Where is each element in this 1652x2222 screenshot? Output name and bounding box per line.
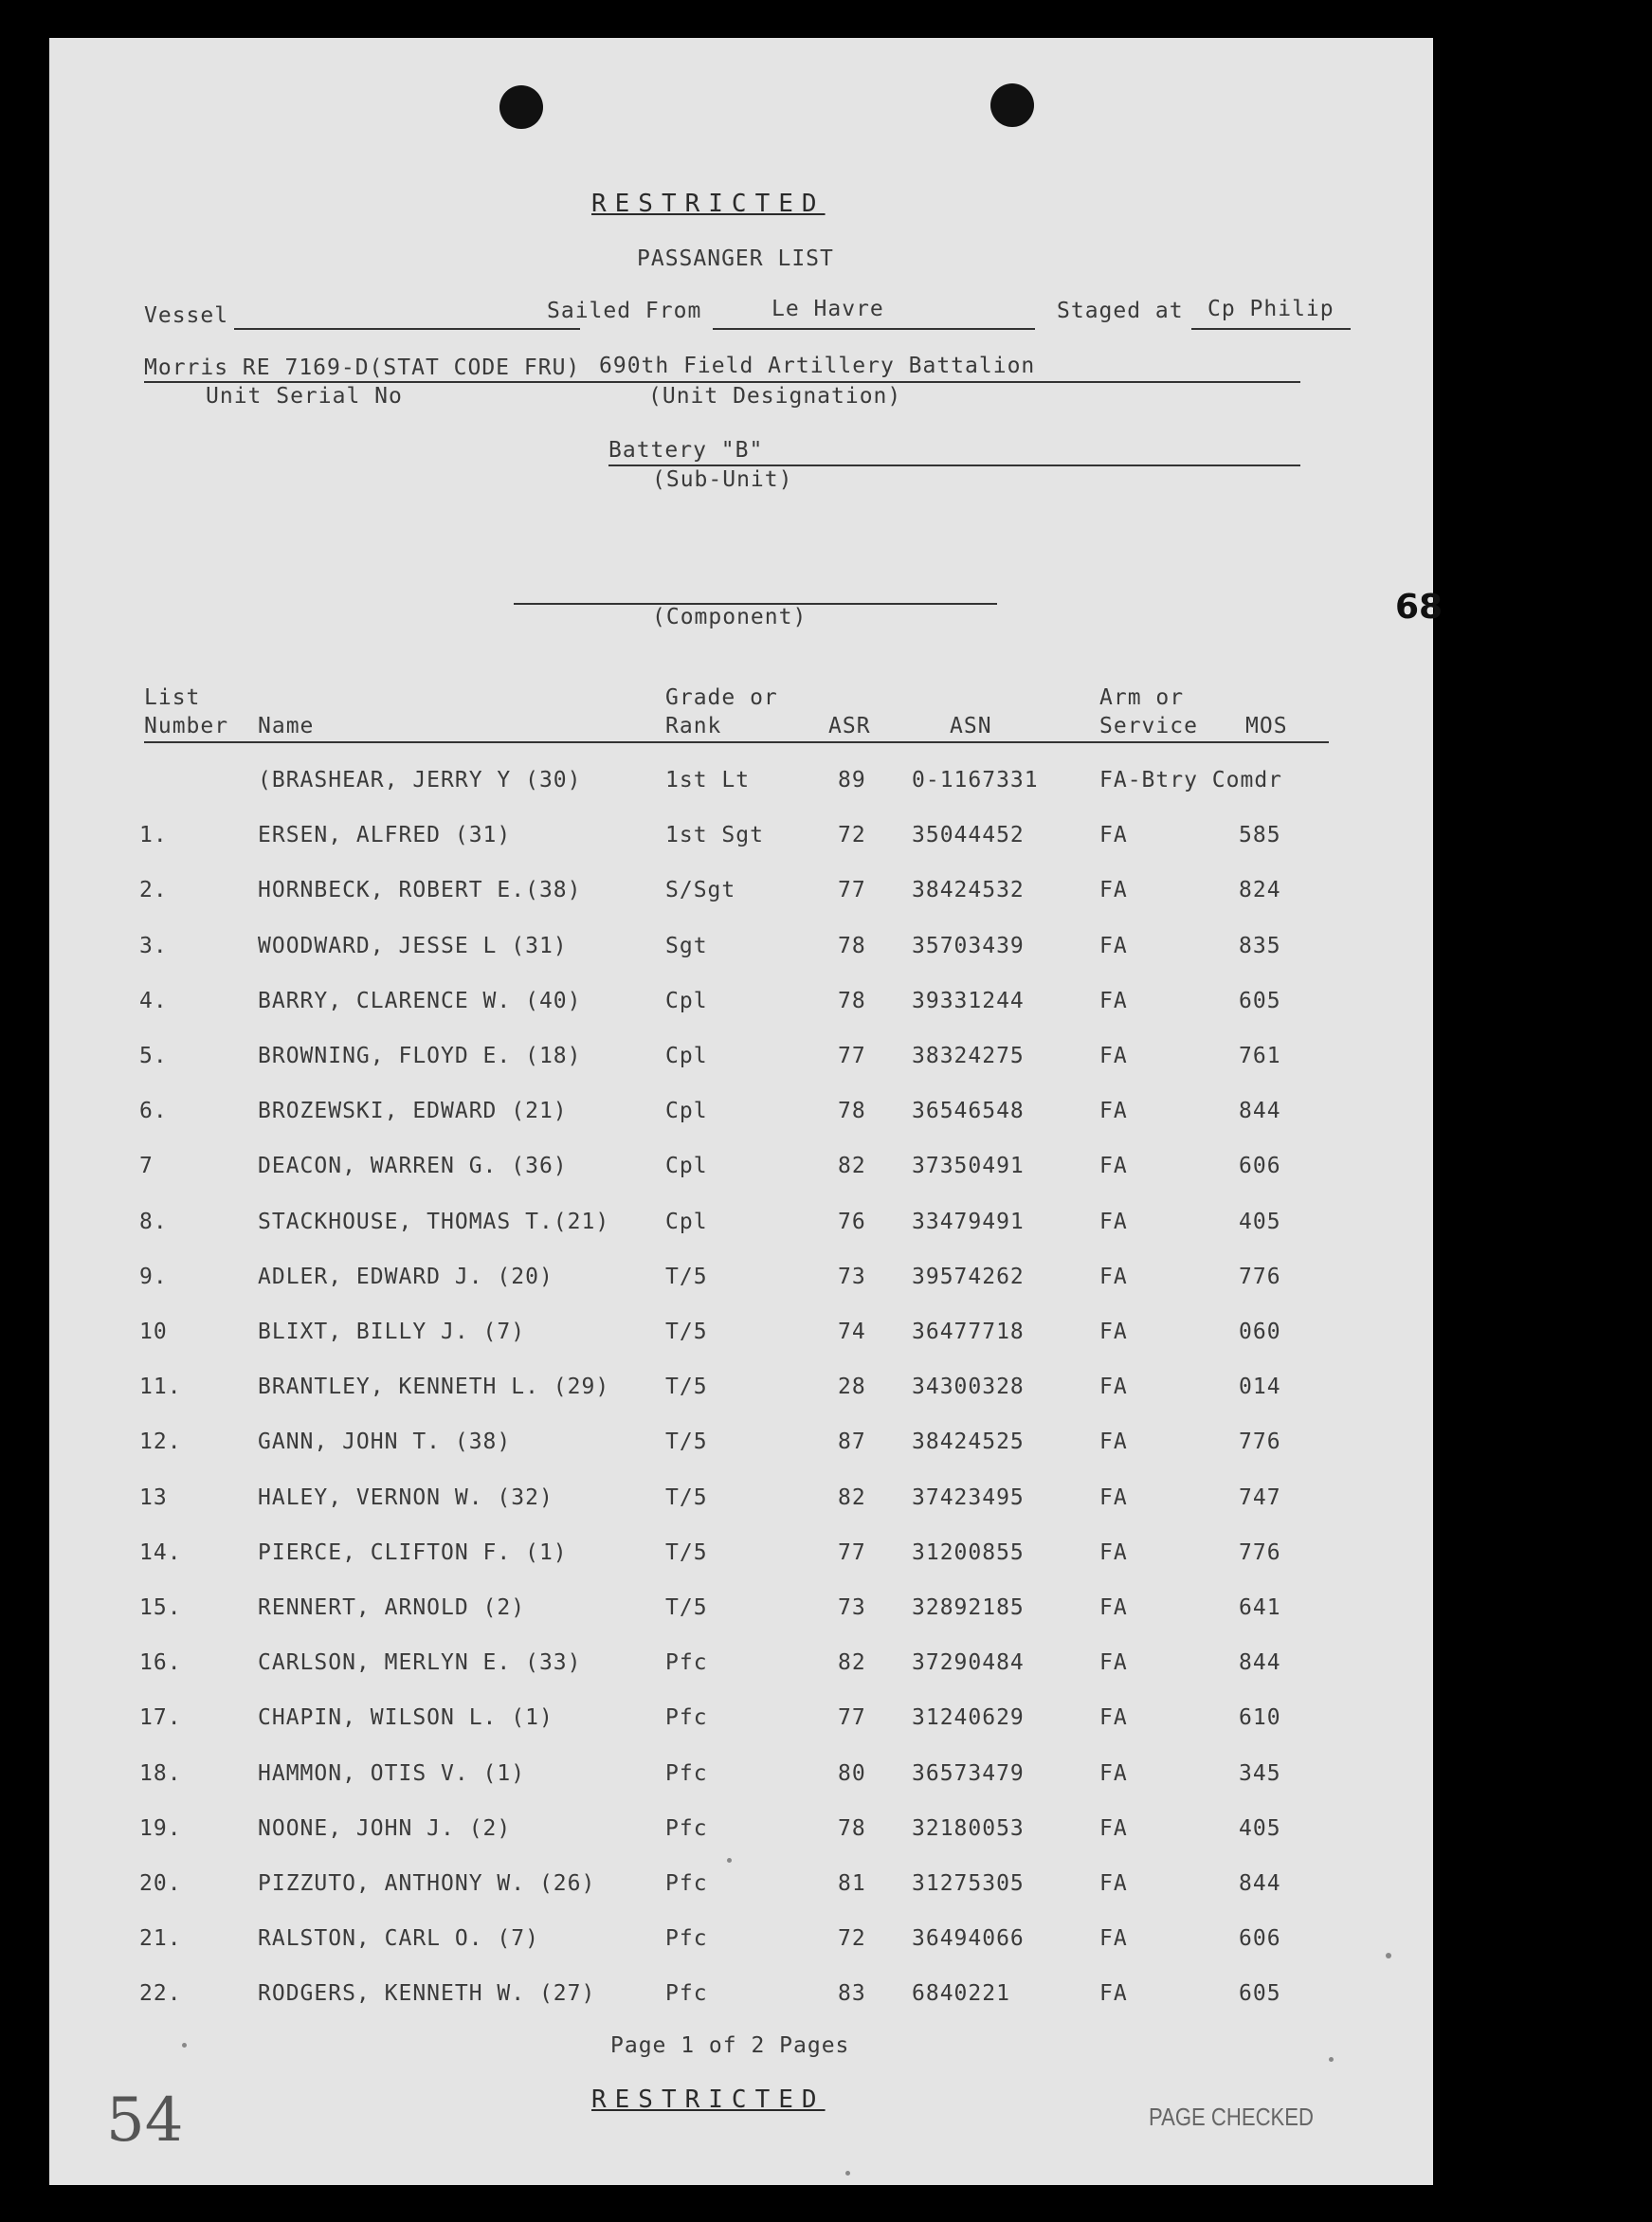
list-number: 10 bbox=[139, 1320, 168, 1344]
list-number: 1. bbox=[139, 823, 168, 847]
army-serial-number: 37350491 bbox=[912, 1154, 1025, 1178]
army-serial-number: 37423495 bbox=[912, 1485, 1025, 1510]
army-serial-number: 0-1167331 bbox=[912, 768, 1039, 792]
table-row bbox=[49, 1265, 1433, 1302]
staged-label: Staged at bbox=[1057, 299, 1184, 323]
soldier-name: BARRY, CLARENCE W. (40) bbox=[258, 989, 582, 1013]
grade-rank: T/5 bbox=[665, 1375, 708, 1399]
grade-rank: T/5 bbox=[665, 1265, 708, 1289]
list-number: 9. bbox=[139, 1265, 168, 1289]
army-serial-number: 35044452 bbox=[912, 823, 1025, 847]
table-row bbox=[49, 768, 1433, 806]
army-serial-number: 37290484 bbox=[912, 1650, 1025, 1675]
table-row bbox=[49, 878, 1433, 916]
grade-rank: T/5 bbox=[665, 1485, 708, 1510]
soldier-name: PIZZUTO, ANTHONY W. (26) bbox=[258, 1871, 596, 1896]
table-row bbox=[49, 1705, 1433, 1743]
grade-rank: Pfc bbox=[665, 1650, 708, 1675]
unit-serial-caption: Unit Serial No bbox=[206, 384, 403, 409]
asr-score: 81 bbox=[838, 1871, 866, 1896]
arm-service: FA bbox=[1099, 1320, 1128, 1344]
arm-service: FA bbox=[1099, 1540, 1128, 1565]
arm-service: FA bbox=[1099, 1816, 1128, 1841]
arm-service: FA bbox=[1099, 1595, 1128, 1620]
army-serial-number: 34300328 bbox=[912, 1375, 1025, 1399]
army-serial-number: 36494066 bbox=[912, 1926, 1025, 1951]
mos-code: 405 bbox=[1239, 1816, 1281, 1841]
table-row bbox=[49, 1320, 1433, 1357]
table-row bbox=[49, 823, 1433, 861]
soldier-name: BLIXT, BILLY J. (7) bbox=[258, 1320, 526, 1344]
arm-service: FA bbox=[1099, 1265, 1128, 1289]
grade-rank: S/Sgt bbox=[665, 878, 736, 902]
grade-rank: Pfc bbox=[665, 1705, 708, 1730]
mos-code: 610 bbox=[1239, 1705, 1281, 1730]
soldier-name: HAMMON, OTIS V. (1) bbox=[258, 1761, 526, 1786]
table-row bbox=[49, 1761, 1433, 1799]
mos-code: 641 bbox=[1239, 1595, 1281, 1620]
asr-score: 77 bbox=[838, 1044, 866, 1068]
staged-value: Cp Philip bbox=[1207, 297, 1334, 321]
soldier-name: RODGERS, KENNETH W. (27) bbox=[258, 1981, 596, 2006]
list-number: 15. bbox=[139, 1595, 182, 1620]
soldier-name: BROZEWSKI, EDWARD (21) bbox=[258, 1099, 568, 1123]
soldier-name: BROWNING, FLOYD E. (18) bbox=[258, 1044, 582, 1068]
header-number: Number bbox=[144, 714, 229, 738]
grade-rank: Pfc bbox=[665, 1871, 708, 1896]
table-row bbox=[49, 1871, 1433, 1909]
table-row bbox=[49, 1650, 1433, 1688]
arm-service: FA bbox=[1099, 1761, 1128, 1786]
asr-score: 74 bbox=[838, 1320, 866, 1344]
grade-rank: Cpl bbox=[665, 1154, 708, 1178]
speck bbox=[845, 2171, 850, 2176]
list-number: 2. bbox=[139, 878, 168, 902]
table-row bbox=[49, 1099, 1433, 1137]
list-number: 21. bbox=[139, 1926, 182, 1951]
arm-service: FA bbox=[1099, 1210, 1128, 1234]
list-number: 4. bbox=[139, 989, 168, 1013]
asr-score: 28 bbox=[838, 1375, 866, 1399]
army-serial-number: 6840221 bbox=[912, 1981, 1010, 2006]
army-serial-number: 38324275 bbox=[912, 1044, 1025, 1068]
list-number: 17. bbox=[139, 1705, 182, 1730]
soldier-name: STACKHOUSE, THOMAS T.(21) bbox=[258, 1210, 610, 1234]
asr-score: 87 bbox=[838, 1430, 866, 1454]
soldier-name: GANN, JOHN T. (38) bbox=[258, 1430, 512, 1454]
header-arm: Arm or bbox=[1099, 685, 1185, 710]
arm-service: FA bbox=[1099, 1650, 1128, 1675]
mos-code: 747 bbox=[1239, 1485, 1281, 1510]
soldier-name: CHAPIN, WILSON L. (1) bbox=[258, 1705, 554, 1730]
header-grade: Grade or bbox=[665, 685, 778, 710]
handwritten-number: 54 bbox=[106, 2085, 184, 2156]
army-serial-number: 36477718 bbox=[912, 1320, 1025, 1344]
army-serial-number: 39574262 bbox=[912, 1265, 1025, 1289]
arm-service: FA bbox=[1099, 1705, 1128, 1730]
mos-code: 060 bbox=[1239, 1320, 1281, 1344]
punch-hole-left bbox=[499, 85, 543, 129]
restricted-heading-top: RESTRICTED bbox=[591, 190, 826, 218]
mos-code: 014 bbox=[1239, 1375, 1281, 1399]
unit-designation-value: 690th Field Artillery Battalion bbox=[599, 354, 1036, 378]
army-serial-number: 38424532 bbox=[912, 878, 1025, 902]
staged-line bbox=[1191, 328, 1351, 330]
army-serial-number: 31200855 bbox=[912, 1540, 1025, 1565]
arm-service: FA bbox=[1099, 823, 1128, 847]
asr-score: 82 bbox=[838, 1154, 866, 1178]
arm-service: FA bbox=[1099, 1981, 1128, 2006]
table-row bbox=[49, 1540, 1433, 1578]
asr-score: 83 bbox=[838, 1981, 866, 2006]
table-row bbox=[49, 1595, 1433, 1633]
header-rank: Rank bbox=[665, 714, 722, 738]
subunit-caption: (Sub-Unit) bbox=[652, 467, 793, 492]
mos-code: 776 bbox=[1239, 1430, 1281, 1454]
mos-code: 776 bbox=[1239, 1540, 1281, 1565]
list-number: 22. bbox=[139, 1981, 182, 2006]
page-checked-stamp: PAGE CHECKED bbox=[1149, 2103, 1314, 2131]
unit-designation-caption: (Unit Designation) bbox=[648, 384, 902, 409]
arm-service: FA bbox=[1099, 1154, 1128, 1178]
grade-rank: 1st Sgt bbox=[665, 823, 764, 847]
header-asn: ASN bbox=[950, 714, 992, 738]
grade-rank: Cpl bbox=[665, 1099, 708, 1123]
header-list: List bbox=[144, 685, 201, 710]
arm-service: FA bbox=[1099, 1871, 1128, 1896]
asr-score: 77 bbox=[838, 1705, 866, 1730]
asr-score: 72 bbox=[838, 1926, 866, 1951]
grade-rank: Cpl bbox=[665, 1044, 708, 1068]
mos-code: 761 bbox=[1239, 1044, 1281, 1068]
list-number: 14. bbox=[139, 1540, 182, 1565]
grade-rank: Cpl bbox=[665, 989, 708, 1013]
army-serial-number: 36573479 bbox=[912, 1761, 1025, 1786]
army-serial-number: 31240629 bbox=[912, 1705, 1025, 1730]
list-number: 11. bbox=[139, 1375, 182, 1399]
page-number: 68 bbox=[1395, 588, 1443, 627]
asr-score: 78 bbox=[838, 934, 866, 958]
asr-score: 82 bbox=[838, 1485, 866, 1510]
arm-service: FA-Btry Comdr bbox=[1099, 768, 1283, 792]
mos-code: 605 bbox=[1239, 1981, 1281, 2006]
asr-score: 72 bbox=[838, 823, 866, 847]
component-caption: (Component) bbox=[652, 605, 808, 629]
asr-score: 73 bbox=[838, 1265, 866, 1289]
header-name: Name bbox=[258, 714, 315, 738]
table-row bbox=[49, 934, 1433, 972]
soldier-name: BRANTLEY, KENNETH L. (29) bbox=[258, 1375, 610, 1399]
army-serial-number: 39331244 bbox=[912, 989, 1025, 1013]
asr-score: 82 bbox=[838, 1650, 866, 1675]
army-serial-number: 32892185 bbox=[912, 1595, 1025, 1620]
table-row bbox=[49, 1926, 1433, 1964]
punch-hole-right bbox=[990, 83, 1034, 127]
soldier-name: RALSTON, CARL O. (7) bbox=[258, 1926, 539, 1951]
grade-rank: Pfc bbox=[665, 1761, 708, 1786]
sailed-label: Sailed From bbox=[547, 299, 702, 323]
list-number: 13 bbox=[139, 1485, 168, 1510]
list-number: 16. bbox=[139, 1650, 182, 1675]
asr-score: 89 bbox=[838, 768, 866, 792]
soldier-name: PIERCE, CLIFTON F. (1) bbox=[258, 1540, 568, 1565]
list-number: 20. bbox=[139, 1871, 182, 1896]
asr-score: 76 bbox=[838, 1210, 866, 1234]
arm-service: FA bbox=[1099, 1430, 1128, 1454]
list-number: 8. bbox=[139, 1210, 168, 1234]
list-title: PASSANGER LIST bbox=[637, 246, 834, 271]
grade-rank: T/5 bbox=[665, 1540, 708, 1565]
asr-score: 77 bbox=[838, 878, 866, 902]
list-number: 19. bbox=[139, 1816, 182, 1841]
mos-code: 844 bbox=[1239, 1099, 1281, 1123]
vessel-label: Vessel bbox=[144, 303, 229, 328]
mos-code: 405 bbox=[1239, 1210, 1281, 1234]
mos-code: 606 bbox=[1239, 1154, 1281, 1178]
mos-code: 824 bbox=[1239, 878, 1281, 902]
soldier-name: RENNERT, ARNOLD (2) bbox=[258, 1595, 526, 1620]
list-number: 18. bbox=[139, 1761, 182, 1786]
army-serial-number: 35703439 bbox=[912, 934, 1025, 958]
army-serial-number: 32180053 bbox=[912, 1816, 1025, 1841]
sailed-line bbox=[713, 328, 1035, 330]
header-mos: MOS bbox=[1245, 714, 1288, 738]
arm-service: FA bbox=[1099, 878, 1128, 902]
speck bbox=[182, 2043, 187, 2048]
mos-code: 606 bbox=[1239, 1926, 1281, 1951]
arm-service: FA bbox=[1099, 1044, 1128, 1068]
page-of-label: Page 1 of 2 Pages bbox=[610, 2033, 850, 2058]
table-row bbox=[49, 1981, 1433, 2019]
grade-rank: Pfc bbox=[665, 1926, 708, 1951]
soldier-name: HALEY, VERNON W. (32) bbox=[258, 1485, 554, 1510]
arm-service: FA bbox=[1099, 989, 1128, 1013]
grade-rank: Sgt bbox=[665, 934, 708, 958]
unit-line bbox=[144, 381, 1300, 383]
soldier-name: ADLER, EDWARD J. (20) bbox=[258, 1265, 554, 1289]
list-number: 5. bbox=[139, 1044, 168, 1068]
table-row bbox=[49, 1154, 1433, 1192]
unit-serial-value: Morris RE 7169-D(STAT CODE FRU) bbox=[144, 355, 581, 380]
subunit-value: Battery "B" bbox=[608, 438, 764, 463]
asr-score: 77 bbox=[838, 1540, 866, 1565]
list-number: 6. bbox=[139, 1099, 168, 1123]
grade-rank: Pfc bbox=[665, 1981, 708, 2006]
header-underline bbox=[144, 741, 1329, 743]
army-serial-number: 31275305 bbox=[912, 1871, 1025, 1896]
arm-service: FA bbox=[1099, 1485, 1128, 1510]
table-row bbox=[49, 1044, 1433, 1082]
arm-service: FA bbox=[1099, 1926, 1128, 1951]
grade-rank: Cpl bbox=[665, 1210, 708, 1234]
soldier-name: ERSEN, ALFRED (31) bbox=[258, 823, 512, 847]
mos-code: 844 bbox=[1239, 1871, 1281, 1896]
table-row bbox=[49, 1430, 1433, 1467]
header-asr: ASR bbox=[828, 714, 871, 738]
mos-code: 835 bbox=[1239, 934, 1281, 958]
soldier-name: HORNBECK, ROBERT E.(38) bbox=[258, 878, 582, 902]
grade-rank: Pfc bbox=[665, 1816, 708, 1841]
asr-score: 73 bbox=[838, 1595, 866, 1620]
document-page bbox=[49, 38, 1443, 2185]
asr-score: 78 bbox=[838, 989, 866, 1013]
subunit-line bbox=[608, 464, 1300, 466]
soldier-name: NOONE, JOHN J. (2) bbox=[258, 1816, 512, 1841]
mos-code: 844 bbox=[1239, 1650, 1281, 1675]
table-row bbox=[49, 1210, 1433, 1248]
header-service: Service bbox=[1099, 714, 1198, 738]
grade-rank: T/5 bbox=[665, 1430, 708, 1454]
army-serial-number: 38424525 bbox=[912, 1430, 1025, 1454]
arm-service: FA bbox=[1099, 1375, 1128, 1399]
restricted-heading-bottom: RESTRICTED bbox=[591, 2085, 826, 2114]
mos-code: 605 bbox=[1239, 989, 1281, 1013]
arm-service: FA bbox=[1099, 934, 1128, 958]
grade-rank: 1st Lt bbox=[665, 768, 751, 792]
mos-code: 776 bbox=[1239, 1265, 1281, 1289]
speck bbox=[1329, 2057, 1334, 2062]
soldier-name: DEACON, WARREN G. (36) bbox=[258, 1154, 568, 1178]
mos-code: 585 bbox=[1239, 823, 1281, 847]
grade-rank: T/5 bbox=[665, 1320, 708, 1344]
soldier-name: WOODWARD, JESSE L (31) bbox=[258, 934, 568, 958]
arm-service: FA bbox=[1099, 1099, 1128, 1123]
list-number: 3. bbox=[139, 934, 168, 958]
speck bbox=[727, 1858, 732, 1863]
list-number: 12. bbox=[139, 1430, 182, 1454]
list-number: 7 bbox=[139, 1154, 154, 1178]
asr-score: 78 bbox=[838, 1099, 866, 1123]
sailed-value: Le Havre bbox=[772, 297, 884, 321]
army-serial-number: 33479491 bbox=[912, 1210, 1025, 1234]
table-row bbox=[49, 1485, 1433, 1523]
grade-rank: T/5 bbox=[665, 1595, 708, 1620]
asr-score: 80 bbox=[838, 1761, 866, 1786]
mos-code: 345 bbox=[1239, 1761, 1281, 1786]
asr-score: 78 bbox=[838, 1816, 866, 1841]
soldier-name: (BRASHEAR, JERRY Y (30) bbox=[258, 768, 582, 792]
vessel-line bbox=[234, 328, 580, 330]
army-serial-number: 36546548 bbox=[912, 1099, 1025, 1123]
table-row bbox=[49, 1816, 1433, 1854]
soldier-name: CARLSON, MERLYN E. (33) bbox=[258, 1650, 582, 1675]
table-row bbox=[49, 989, 1433, 1027]
table-row bbox=[49, 1375, 1433, 1412]
